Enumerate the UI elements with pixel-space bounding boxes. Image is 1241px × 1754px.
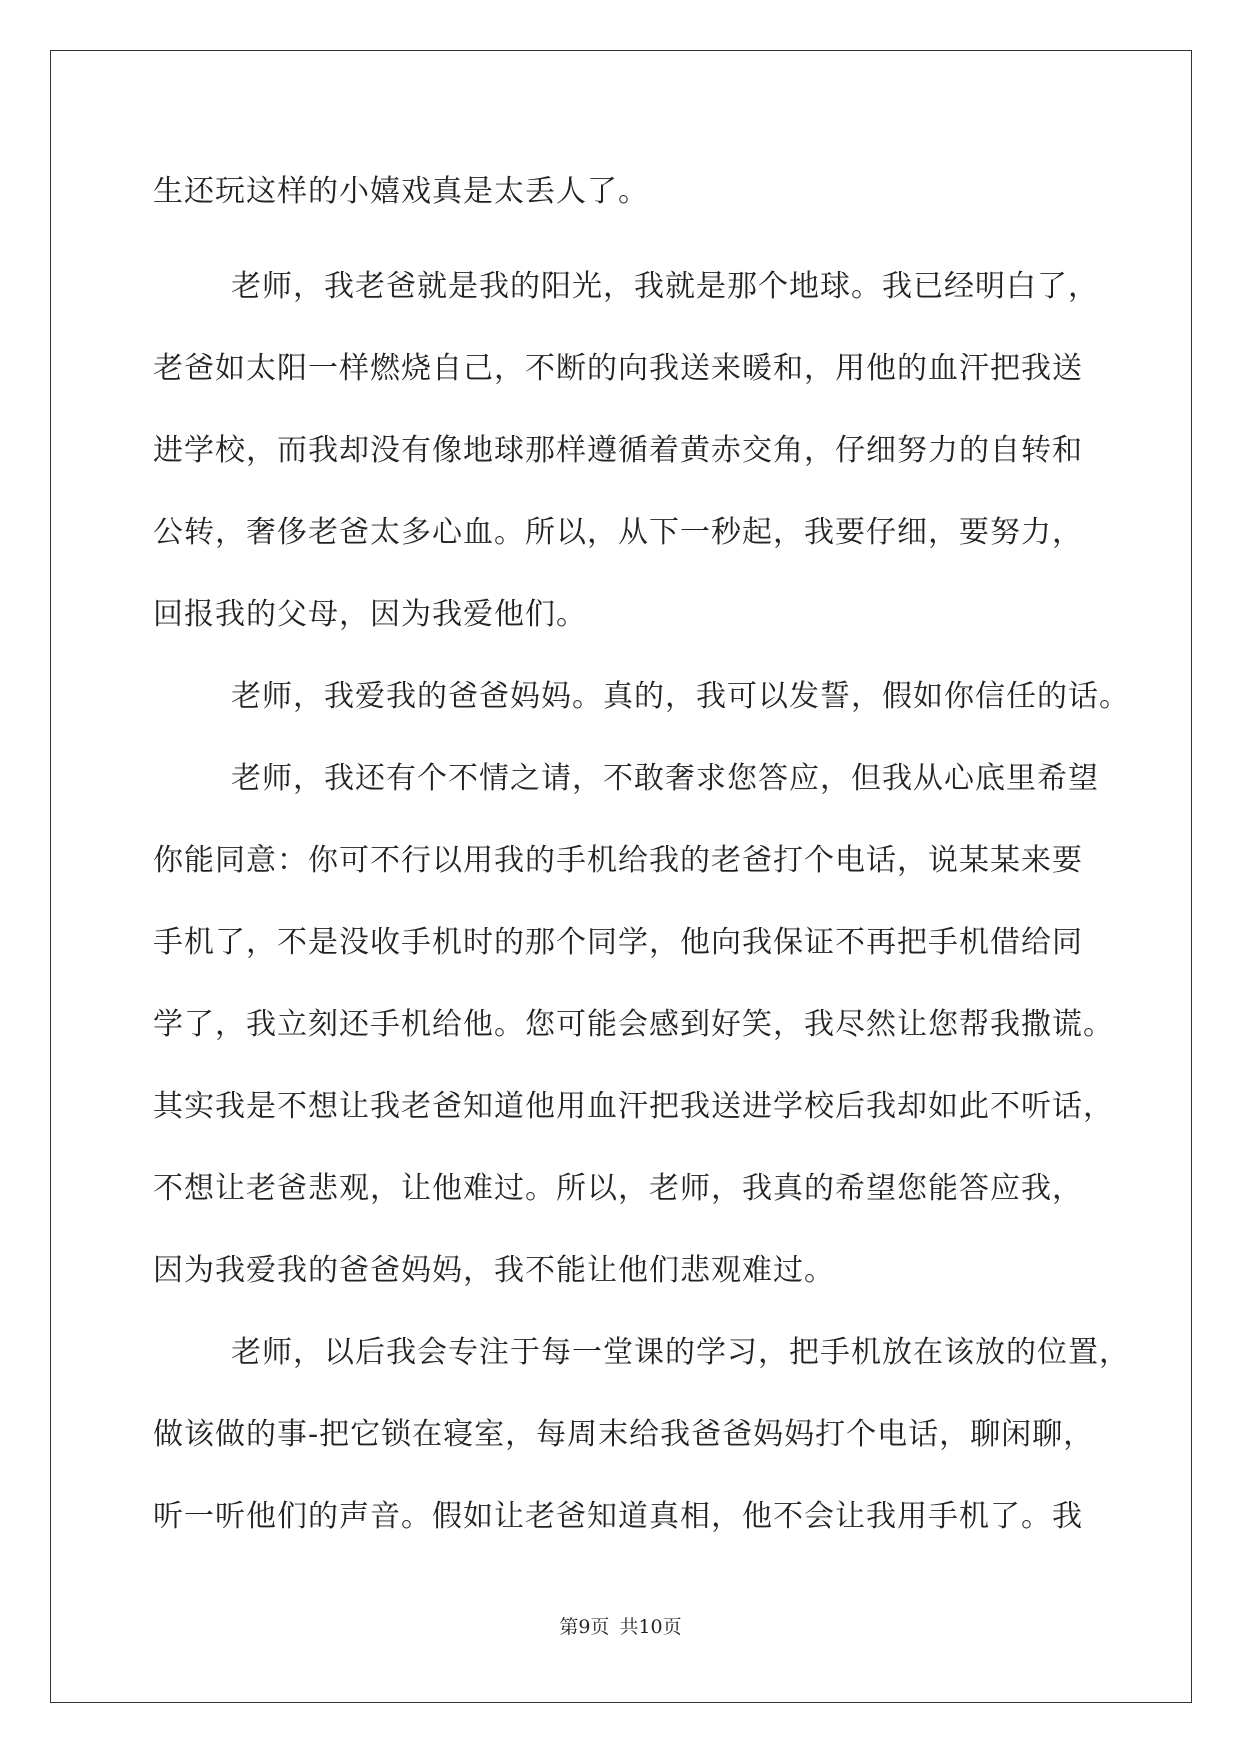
page-footer: [0, 1612, 1241, 1639]
text-line: 手机了，不是没收手机时的那个同学，他向我保证不再把手机借给同: [153, 925, 1083, 960]
text-line: 生还玩这样的小嬉戏真是太丢人了。: [153, 174, 649, 209]
text-line: 不想让老爸悲观，让他难过。所以，老师，我真的希望您能答应我，: [153, 1171, 1083, 1206]
text-line: 你能同意：你可不行以用我的手机给我的老爸打个电话，说某某来要: [153, 843, 1083, 878]
text-line: 进学校，而我却没有像地球那样遵循着黄赤交角，仔细努力的自转和: [153, 433, 1083, 468]
text-line: 学了，我立刻还手机给他。您可能会感到好笑，我尽然让您帮我撒谎。: [153, 1007, 1114, 1042]
text-line: 做该做的事-把它锁在寝室，每周末给我爸爸妈妈打个电话，聊闲聊，: [153, 1417, 1095, 1452]
text-line: 老师，以后我会专注于每一堂课的学习，把手机放在该放的位置，: [231, 1335, 1130, 1370]
text-line: 老师，我爱我的爸爸妈妈。真的，我可以发誓，假如你信任的话。: [231, 679, 1130, 714]
page-total: 共10页: [619, 1616, 682, 1638]
page-number: 第9页: [559, 1616, 610, 1638]
text-line: 公转，奢侈老爸太多心血。所以，从下一秒起，我要仔细，要努力，: [153, 515, 1083, 550]
text-line: 因为我爱我的爸爸妈妈，我不能让他们悲观难过。: [153, 1253, 835, 1288]
text-line: 老师，我老爸就是我的阳光，我就是那个地球。我已经明白了，: [231, 269, 1099, 304]
text-line: 听一听他们的声音。假如让老爸知道真相，他不会让我用手机了。我: [153, 1499, 1083, 1534]
text-line: 老师，我还有个不情之请，不敢奢求您答应，但我从心底里希望: [231, 761, 1099, 796]
text-line: 其实我是不想让我老爸知道他用血汗把我送进学校后我却如此不听话，: [153, 1089, 1114, 1124]
document-body: [153, 164, 1130, 1558]
text-line: 回报我的父母，因为我爱他们。: [153, 597, 587, 632]
text-line: 老爸如太阳一样燃烧自己，不断的向我送来暖和，用他的血汗把我送: [153, 351, 1083, 386]
